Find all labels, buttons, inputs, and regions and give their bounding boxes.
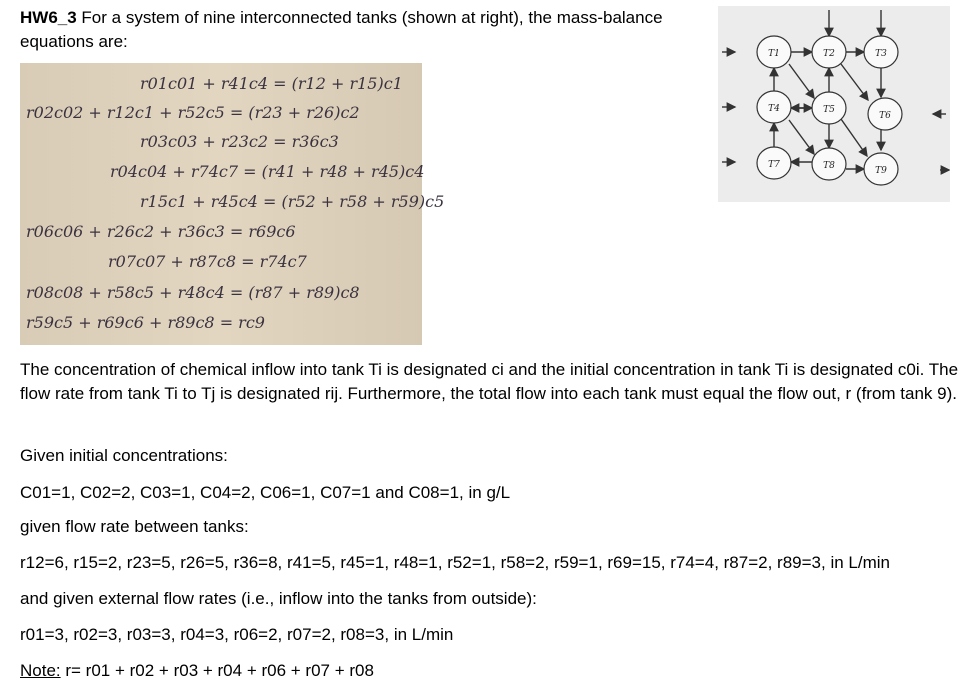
flow-rates bbox=[20, 551, 960, 575]
external-flow-unit: in L/min bbox=[393, 625, 454, 644]
tank-label-1: T1 bbox=[768, 49, 780, 59]
equation-3: r03c03 + r23c2 = r36c3 bbox=[140, 132, 339, 151]
note bbox=[20, 659, 960, 683]
external-flow-values: r01=3, r02=3, r03=3, r04=3, r06=2, r07=2, r08=3, bbox=[20, 625, 390, 644]
tank-label-2: T2 bbox=[823, 49, 835, 59]
initial-concentrations bbox=[20, 481, 960, 505]
equation-5: r15c1 + r45c4 = (r52 + r58 + r59)c5 bbox=[140, 192, 445, 211]
flow-rate-unit: in L/min bbox=[830, 553, 890, 572]
equation-4: r04c04 + r74c7 = (r41 + r48 + r45)c4 bbox=[110, 162, 425, 181]
external-flow-label: and given external flow rates (i.e., inflow into the tanks from outside): bbox=[20, 589, 537, 608]
tank-label-8: T8 bbox=[823, 161, 835, 171]
description-paragraph: The concentration of chemical inflow into tank Ti is designated ci and the initial concentration in tank Ti is designated c0i. The flow rate from tank Ti to Tj is designated rij. Furthermore, the total flow into each tank must equal the flow out, r (from tank 9). bbox=[20, 360, 959, 403]
equation-1: r01c01 + r41c4 = (r12 + r15)c1 bbox=[140, 74, 403, 93]
equation-7: r07c07 + r87c8 = r74c7 bbox=[108, 252, 307, 271]
problem-id: HW6_3 bbox=[20, 8, 77, 27]
note-label: Note: bbox=[20, 661, 61, 680]
flow-rate-values: r12=6, r15=2, r23=5, r26=5, r36=8, r41=5, r45=1, r48=1, r52=1, r58=2, r59=1, r69=15, r74=4, r87=2, r89=3, bbox=[20, 553, 826, 572]
tank-label-9: T9 bbox=[875, 166, 887, 176]
concentration-unit: in g/L bbox=[468, 483, 511, 502]
equation-6: r06c06 + r26c2 + r36c3 = r69c6 bbox=[26, 222, 296, 241]
flow-rate-label: given flow rate between tanks: bbox=[20, 517, 249, 536]
tank-label-7: T7 bbox=[768, 160, 780, 170]
tank-label-4: T4 bbox=[768, 104, 780, 114]
tank-network-diagram bbox=[718, 6, 950, 202]
problem-intro: For a system of nine interconnected tanks (shown at right), the mass-balance equations are: bbox=[20, 8, 663, 51]
tank-label-3: T3 bbox=[875, 49, 887, 59]
equation-2: r02c02 + r12c1 + r52c5 = (r23 + r26)c2 bbox=[26, 103, 360, 122]
note-text: r= r01 + r02 + r03 + r04 + r06 + r07 + r08 bbox=[65, 661, 374, 680]
equation-9: r59c5 + r69c6 + r89c8 = rc9 bbox=[26, 313, 265, 332]
external-flow-rates bbox=[20, 623, 960, 647]
tank-label-6: T6 bbox=[879, 111, 891, 121]
problem-heading bbox=[20, 6, 700, 54]
equation-8: r08c08 + r58c5 + r48c4 = (r87 + r89)c8 bbox=[26, 283, 360, 302]
tank-label-5: T5 bbox=[823, 105, 835, 115]
concentration-values: C01=1, C02=2, C03=1, C04=2, C06=1, C07=1 and C08=1, bbox=[20, 483, 464, 502]
given-concentrations-label: Given initial concentrations: bbox=[20, 446, 228, 465]
